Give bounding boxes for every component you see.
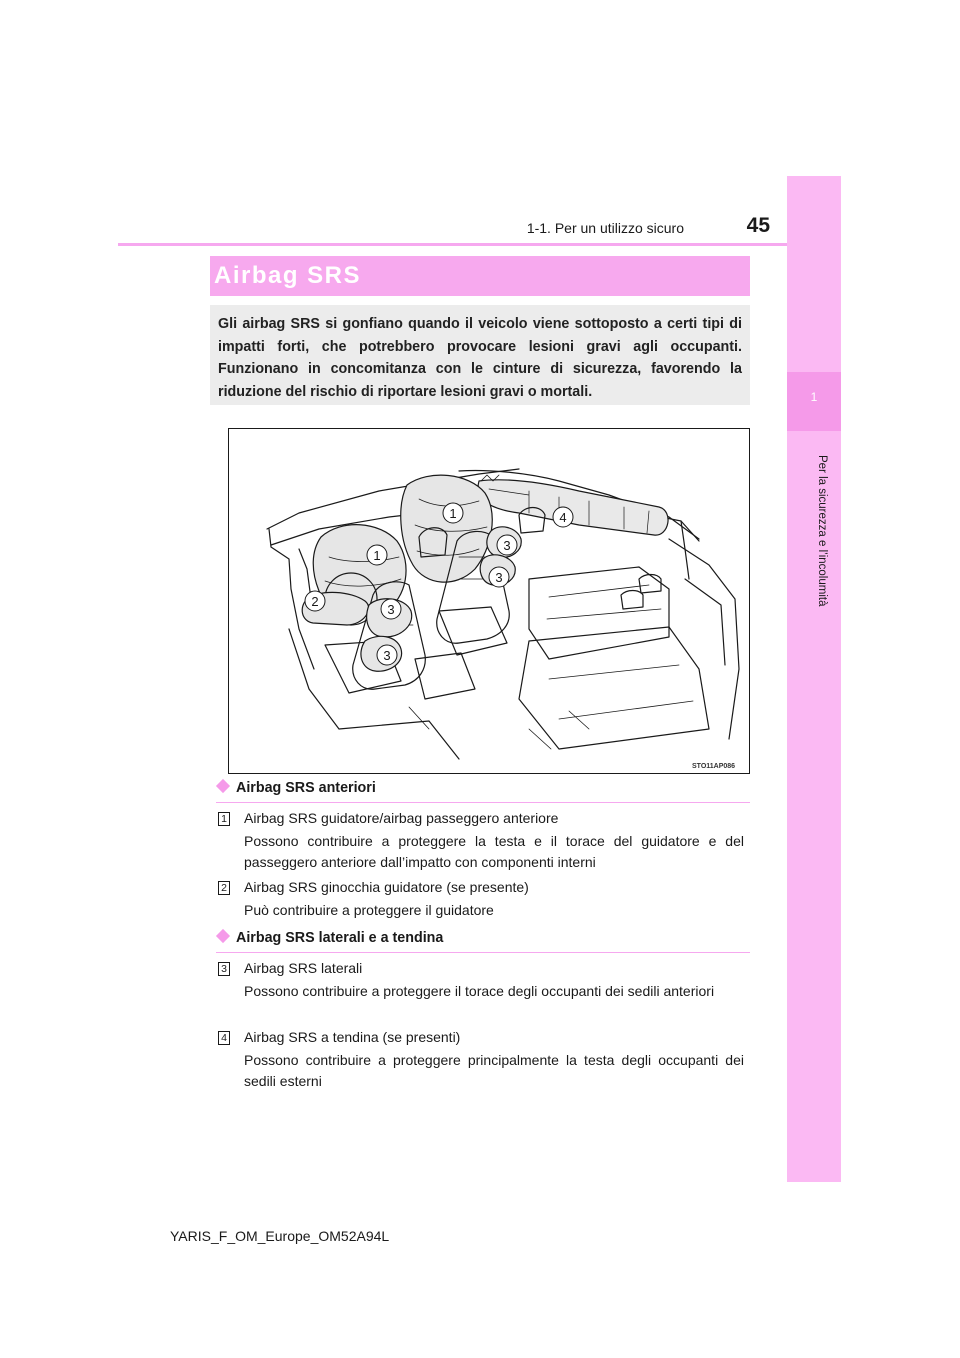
section-rule	[216, 952, 750, 953]
header-rule	[118, 243, 840, 246]
page-title: Airbag SRS	[214, 262, 362, 289]
section-title-text: Airbag SRS laterali e a tendina	[236, 930, 444, 946]
footer-document-code: YARIS_F_OM_Europe_OM52A94L	[170, 1228, 390, 1244]
item-description: Possono contribuire a proteggere la testa e il torace del guidatore e del passeggero anteriore dall’impatto con componenti interni	[244, 833, 744, 870]
callout-4-label: 4	[559, 510, 567, 525]
section-title-text: Airbag SRS anteriori	[236, 780, 376, 796]
item-number-box: 2	[218, 881, 230, 895]
callout-3-driver-lower	[377, 645, 397, 665]
callout-1-passenger-label: 1	[449, 506, 457, 521]
item-title: Airbag SRS ginocchia guidatore (se presente)	[244, 879, 529, 895]
item-number-box: 3	[218, 962, 230, 976]
section-rule	[216, 802, 750, 803]
callout-3-driver-upper	[381, 599, 401, 619]
callout-4	[553, 507, 573, 527]
callout-layer	[229, 429, 749, 773]
item-number-box: 1	[218, 812, 230, 826]
item-description: Possono contribuire a proteggere il torace degli occupanti dei sedili anteriori	[244, 983, 715, 999]
item-title: Airbag SRS guidatore/airbag passeggero anteriore	[244, 810, 559, 826]
callout-1-driver	[367, 545, 387, 565]
page-number: 45	[746, 214, 770, 237]
callout-3-driver-lower-label: 3	[383, 648, 391, 663]
item-description: Può contribuire a proteggere il guidatore	[244, 902, 494, 918]
callout-3-driver-upper-label: 3	[387, 602, 395, 617]
callout-1-driver-label: 1	[373, 548, 381, 563]
figure-code: STO11AP086	[692, 763, 736, 770]
callout-2-label: 2	[311, 594, 319, 609]
item-title: Airbag SRS laterali	[244, 960, 363, 976]
item-title: Airbag SRS a tendina (se presenti)	[244, 1029, 461, 1045]
section-title-front-airbags	[216, 780, 376, 796]
section-reference: 1-1. Per un utilizzo sicuro	[526, 220, 684, 236]
intro-text: Gli airbag SRS si gonfiano quando il veicolo viene sottoposto a certi tipi di impatti forti, che potrebbero provocare lesioni gravi agli occupanti. Funzionano in concomitanza con le cinture di sicurezza, favorendo la riduzione del rischio di riportare lesioni gravi o mortali.	[218, 316, 742, 400]
diamond-bullet-icon	[216, 779, 230, 793]
chapter-title: Per la sicurezza e l’incolumità	[816, 455, 828, 607]
item-description: Possono contribuire a proteggere principalmente la testa degli occupanti dei sedili esterni	[244, 1052, 744, 1089]
diamond-bullet-icon	[216, 929, 230, 943]
callout-3-passenger-upper	[497, 535, 517, 555]
airbag-illustration	[228, 428, 750, 774]
item-number-box: 4	[218, 1031, 230, 1045]
callout-3-passenger-lower-label: 3	[495, 570, 503, 585]
section-title-side-curtain-airbags	[216, 930, 443, 946]
callout-1-passenger	[443, 503, 463, 523]
chapter-number: 1	[810, 390, 818, 404]
callout-3-passenger-lower	[489, 567, 509, 587]
callout-3-passenger-upper-label: 3	[503, 538, 511, 553]
callout-2	[305, 591, 325, 611]
